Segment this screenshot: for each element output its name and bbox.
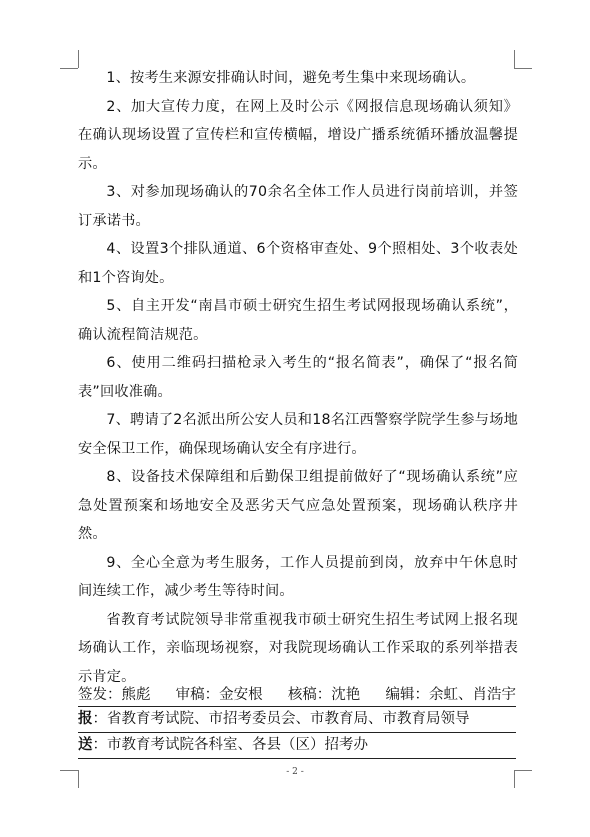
- checker: 核稿：沈艳: [287, 687, 361, 703]
- paragraph-7: 7、聘请了2名派出所公安人员和18名江西警察学院学生参与场地安全保卫工作，确保现场确认安全有序进行。: [78, 412, 518, 457]
- paragraph-6: 6、使用二维码扫描枪录入考生的“报名简表”，确保了“报名简表”回收准确。: [78, 355, 518, 400]
- send-recipients: ：市教育考试院各科室、各县（区）招考办: [92, 737, 368, 753]
- paragraph-1: 1、按考生来源安排确认时间，避免考生集中来现场确认。: [106, 70, 476, 86]
- paragraph-4: 4、设置3个排队通道、6个资格审查处、9个照相处、3个收表处和1个咨询处。: [78, 241, 518, 286]
- report-label: 报: [78, 711, 93, 727]
- page-number: - 2 -: [286, 767, 304, 777]
- closing-paragraph: 省教育考试院领导非常重视我市硕士研究生招生考试网上报名现场确认工作，亲临现场视察，对我院现场确认工作采取的系列举措表示肯定。: [78, 611, 518, 685]
- send-label: 送: [78, 737, 93, 753]
- signoff-line: [78, 682, 516, 707]
- report-recipients: ：省教育考试院、市招考委员会、市教育局、市教育局领导: [92, 711, 470, 727]
- reviewer: 审稿：金安根: [175, 687, 263, 703]
- report-to-line: [78, 707, 516, 733]
- paragraph-5: 5、自主开发“南昌市硕士研究生招生考试网报现场确认系统”，确认流程简洁规范。: [78, 298, 518, 343]
- paragraph-8: 8、设备技术保障组和后勤保卫组提前做好了“现场确认系统”应急处置预案和场地安全及恶劣天气应急处置预案，现场确认秩序井然。: [78, 469, 518, 542]
- paragraph-3: 3、对参加现场确认的70余名全体工作人员进行岗前培训，并签订承诺书。: [78, 184, 518, 229]
- paragraph-9: 9、全心全意为考生服务，工作人员提前到岗，放弃中午休息时间连续工作，减少考生等待时间。: [78, 554, 518, 599]
- document-footer: [78, 682, 516, 759]
- send-to-line: [78, 733, 516, 759]
- issuer: 签发：熊彪: [78, 687, 151, 703]
- editor: 编辑：余虹、肖浩宇: [385, 687, 516, 703]
- document-body: [78, 64, 518, 691]
- paragraph-2: 2、加大宣传力度，在网上及时公示《网报信息现场确认须知》在确认现场设置了宣传栏和宣传横幅，增设广播系统循环播放温馨提示。: [78, 98, 518, 172]
